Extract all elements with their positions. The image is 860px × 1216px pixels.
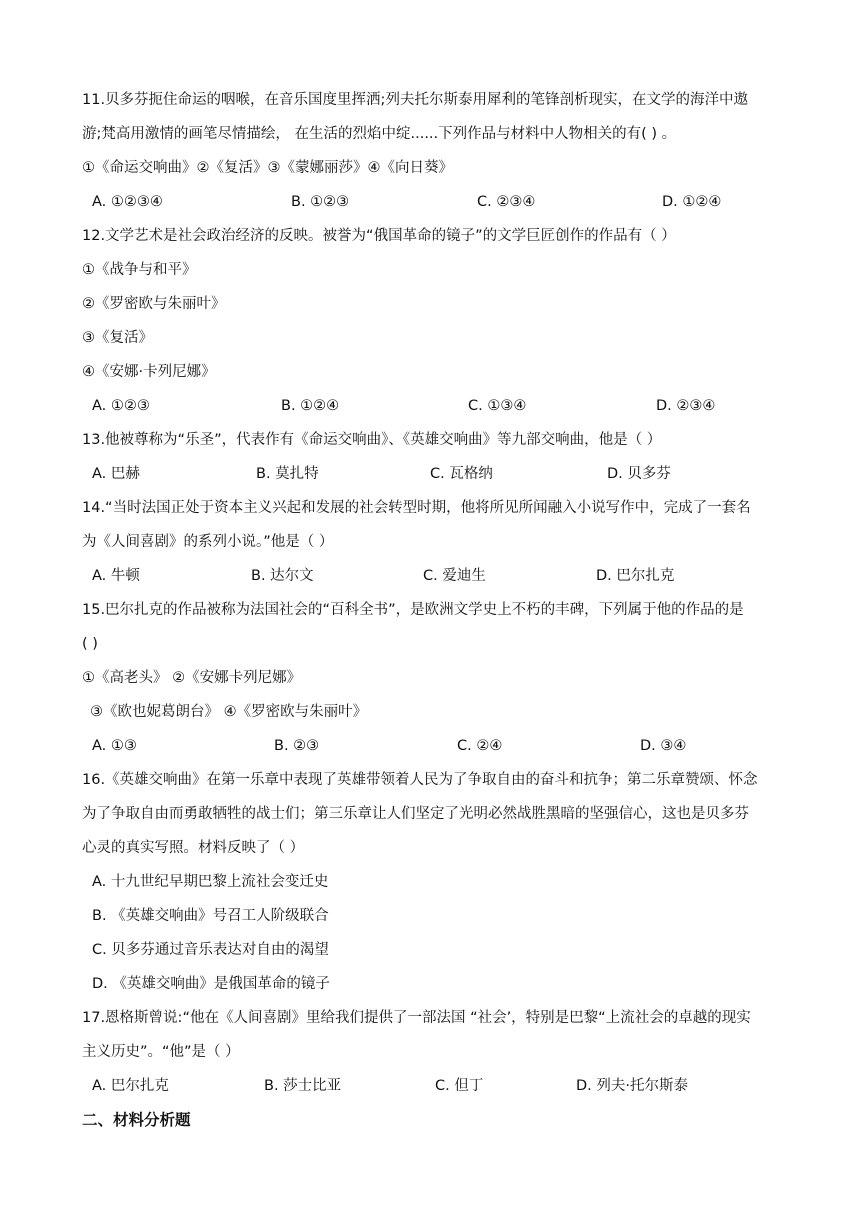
q12-stem: 12.文学艺术是社会政治经济的反映。被誉为“俄国革命的镜子”的文学巨匠创作的作品有（ ） [82, 228, 676, 244]
q15-stem-line-2: ( ) [82, 636, 98, 652]
q12-option-d[interactable]: D. ②③④ [656, 398, 716, 414]
q16-option-b[interactable]: B. 《英雄交响曲》号召工人阶级联合 [92, 908, 329, 924]
q14-option-d[interactable]: D. 巴尔扎克 [596, 568, 675, 584]
q14-options [92, 566, 832, 586]
q13-option-c[interactable]: C. 瓦格纳 [430, 466, 493, 482]
q14-option-c[interactable]: C. 爱迪生 [423, 568, 486, 584]
q12-item-2: ②《罗密欧与朱丽叶》 [82, 296, 226, 312]
q14-option-a[interactable]: A. 牛顿 [92, 568, 140, 584]
q12-option-b[interactable]: B. ①②④ [281, 398, 340, 414]
q12-options [92, 396, 832, 416]
q13-options [92, 464, 832, 484]
q17-options [92, 1076, 832, 1096]
q16-option-d[interactable]: D. 《英雄交响曲》是俄国革命的镜子 [92, 976, 330, 992]
section-title: 二、材料分析题 [82, 1111, 191, 1129]
q14-stem-line-1: 14.“当时法国正处于资本主义兴起和发展的社会转型时期，他将所见所闻融入小说写作中，完成了一套名 [82, 500, 751, 516]
q15-items-line-1: ①《高老头》 ②《安娜卡列尼娜》 [82, 670, 302, 686]
q17-stem-line-1: 17.恩格斯曾说:“他在《人间喜剧》里给我们提供了一部法国 “社会’，特别是巴黎“上流社会的卓越的现实 [82, 1010, 751, 1026]
q11-option-a[interactable]: A. ①②③④ [92, 194, 163, 210]
q12-item-4: ④《安娜·卡列尼娜》 [82, 364, 216, 380]
q12-option-c[interactable]: C. ①③④ [468, 398, 527, 414]
q15-items-line-2: ③《欧也妮葛朗台》 ④《罗密欧与朱丽叶》 [90, 704, 368, 720]
q15-option-a[interactable]: A. ①③ [92, 738, 137, 754]
q11-options [92, 192, 832, 212]
q16-stem-line-2: 为了争取自由而勇敢牺牲的战士们；第三乐章让人们坚定了光明必然战胜黑暗的坚强信心，这也是贝多芬 [82, 806, 749, 822]
q11-items: ①《命运交响曲》②《复活》③《蒙娜丽莎》④《向日葵》 [82, 160, 453, 176]
q11-stem-line-1: 11.贝多芬扼住命运的咽喉，在音乐国度里挥洒;列夫托尔斯泰用犀利的笔锋剖析现实，在文学的海洋中遨 [82, 92, 748, 108]
q17-option-a[interactable]: A. 巴尔扎克 [92, 1078, 169, 1094]
q16-option-c[interactable]: C. 贝多芬通过音乐表达对自由的渴望 [92, 942, 329, 958]
q17-option-c[interactable]: C. 但丁 [435, 1078, 484, 1094]
q15-option-b[interactable]: B. ②③ [274, 738, 320, 754]
q12-item-1: ①《战争与和平》 [82, 262, 197, 278]
q15-option-c[interactable]: C. ②④ [457, 738, 503, 754]
q16-option-a[interactable]: A. 十九世纪早期巴黎上流社会变迁史 [92, 874, 329, 890]
q15-stem-line-1: 15.巴尔扎克的作品被称为法国社会的“百科全书”，是欧洲文学史上不朽的丰碑，下列属于他的作品的是 [82, 602, 744, 618]
q13-option-d[interactable]: D. 贝多芬 [607, 466, 671, 482]
q17-stem-line-2: 主义历史”。“他”是（ ） [82, 1044, 240, 1060]
q17-option-d[interactable]: D. 列夫·托尔斯泰 [576, 1078, 688, 1094]
q16-stem-line-3: 心灵的真实写照。材料反映了（ ） [82, 840, 305, 856]
q14-option-b[interactable]: B. 达尔文 [251, 568, 314, 584]
q16-stem-line-1: 16.《英雄交响曲》在第一乐章中表现了英雄带领着人民为了争取自由的奋斗和抗争；第二乐章赞颂、怀念 [82, 772, 758, 788]
q13-stem: 13.他被尊称为“乐圣”，代表作有《命运交响曲》、《英雄交响曲》等九部交响曲，他是（ ） [82, 432, 662, 448]
q15-options [92, 736, 832, 756]
q11-option-d[interactable]: D. ①②④ [662, 194, 722, 210]
q11-option-c[interactable]: C. ②③④ [477, 194, 536, 210]
q11-stem-line-2: 游;梵高用激情的画笔尽情描绘， 在生活的烈焰中绽......下列作品与材料中人物相关的有( ) 。 [82, 126, 677, 142]
q13-option-a[interactable]: A. 巴赫 [92, 466, 140, 482]
q15-option-d[interactable]: D. ③④ [640, 738, 687, 754]
q11-option-b[interactable]: B. ①②③ [291, 194, 350, 210]
q14-stem-line-2: 为《人间喜剧》的系列小说。”他是（ ） [82, 534, 334, 550]
q12-option-a[interactable]: A. ①②③ [92, 398, 150, 414]
q12-item-3: ③《复活》 [82, 330, 153, 346]
q17-option-b[interactable]: B. 莎士比亚 [264, 1078, 342, 1094]
q13-option-b[interactable]: B. 莫扎特 [256, 466, 319, 482]
